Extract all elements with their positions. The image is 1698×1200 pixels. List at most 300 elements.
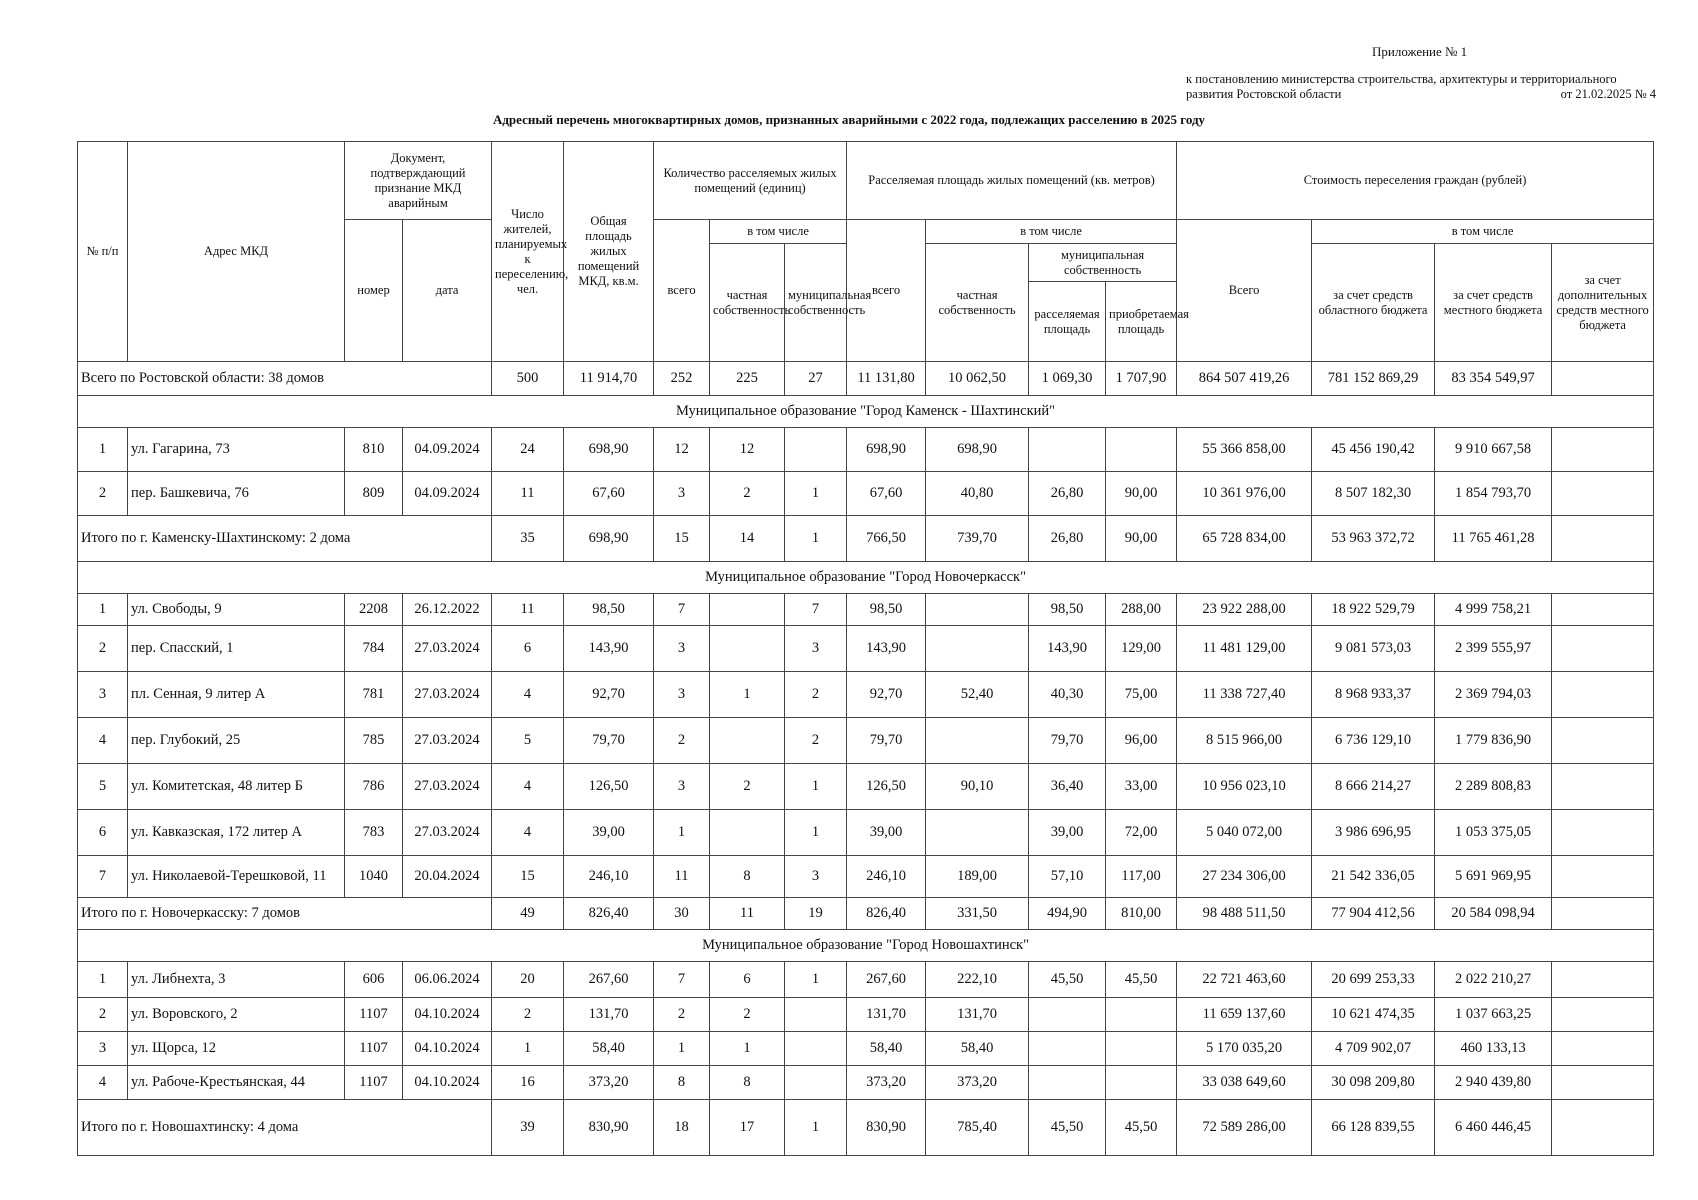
col-area: Расселяемая площадь жилых помещений (кв. метров) — [847, 142, 1177, 220]
cell-units-total: 3 — [654, 672, 710, 718]
cell-area-mun-res: 26,80 — [1029, 472, 1106, 516]
cell-area-private: 189,00 — [926, 856, 1029, 898]
cell-address: пер. Спасский, 1 — [128, 626, 345, 672]
col-units-total: всего — [654, 220, 710, 362]
cell-doc-number: 810 — [345, 428, 403, 472]
cell-cost-regional: 8 507 182,30 — [1312, 472, 1435, 516]
cell-area-mun-acq — [1106, 1066, 1177, 1100]
cell-num: 1 — [78, 962, 128, 998]
cell-address: ул. Свободы, 9 — [128, 594, 345, 626]
cell-units-municipal: 2 — [785, 718, 847, 764]
cell-area-private: 58,40 — [926, 1032, 1029, 1066]
cell-units-private: 2 — [710, 472, 785, 516]
cell-doc-date: 27.03.2024 — [403, 810, 492, 856]
cell-cost-local: 5 691 969,95 — [1435, 856, 1552, 898]
cell-area-mun-res: 40,30 — [1029, 672, 1106, 718]
cell-cost-local: 4 999 758,21 — [1435, 594, 1552, 626]
cell-area-private: 698,90 — [926, 428, 1029, 472]
cell-address: пл. Сенная, 9 литер А — [128, 672, 345, 718]
cell-units-private: 14 — [710, 516, 785, 562]
cell-units-total: 1 — [654, 1032, 710, 1066]
cell-area-private: 90,10 — [926, 764, 1029, 810]
table-row — [78, 626, 1654, 672]
cell-units-municipal: 19 — [785, 898, 847, 930]
table-row — [78, 998, 1654, 1032]
table-row — [78, 672, 1654, 718]
cell-num: 2 — [78, 998, 128, 1032]
cell-cost-total: 65 728 834,00 — [1177, 516, 1312, 562]
cell-doc-number: 1107 — [345, 1032, 403, 1066]
cell-residents: 20 — [492, 962, 564, 998]
cell-area-total: 267,60 — [847, 962, 926, 998]
cell-cost-regional: 45 456 190,42 — [1312, 428, 1435, 472]
decree-line-2 — [1186, 87, 1656, 102]
cell-units-municipal: 1 — [785, 764, 847, 810]
cell-units-private: 2 — [710, 998, 785, 1032]
cell-units-private: 1 — [710, 1032, 785, 1066]
col-cost-total: Всего — [1177, 220, 1312, 362]
cell-units-municipal — [785, 1066, 847, 1100]
cell-total-area: 67,60 — [564, 472, 654, 516]
cell-area-mun-res: 57,10 — [1029, 856, 1106, 898]
cell-area-total: 67,60 — [847, 472, 926, 516]
cell-residents: 35 — [492, 516, 564, 562]
cell-area-total: 131,70 — [847, 998, 926, 1032]
cell-area-mun-acq: 45,50 — [1106, 1100, 1177, 1156]
cell-units-municipal — [785, 1032, 847, 1066]
cell-residents: 6 — [492, 626, 564, 672]
col-area-total: всего — [847, 220, 926, 362]
cell-area-total: 143,90 — [847, 626, 926, 672]
table-row — [78, 810, 1654, 856]
cell-units-private: 1 — [710, 672, 785, 718]
cell-units-total: 12 — [654, 428, 710, 472]
cell-cost-extra — [1552, 1066, 1654, 1100]
cell-area-private — [926, 718, 1029, 764]
col-cost-extra: за счет дополнительных средств местного бюджета — [1552, 244, 1654, 362]
cell-cost-local: 2 289 808,83 — [1435, 764, 1552, 810]
cell-area-mun-acq: 72,00 — [1106, 810, 1177, 856]
cell-units-total: 3 — [654, 472, 710, 516]
cell-units-total: 18 — [654, 1100, 710, 1156]
cell-units-private: 225 — [710, 362, 785, 396]
municipality-title: Муниципальное образование "Город Новочеркасск" — [78, 562, 1654, 594]
col-total-area: Общая площадь жилых помещений МКД, кв.м. — [564, 142, 654, 362]
appendix-label: Приложение № 1 — [1372, 44, 1468, 59]
cell-area-private — [926, 810, 1029, 856]
cell-units-municipal: 1 — [785, 472, 847, 516]
cell-address: ул. Комитетская, 48 литер Б — [128, 764, 345, 810]
cell-area-mun-acq — [1106, 1032, 1177, 1066]
cell-area-private: 739,70 — [926, 516, 1029, 562]
cell-cost-extra — [1552, 626, 1654, 672]
cell-area-mun-acq: 810,00 — [1106, 898, 1177, 930]
decree-date: от 21.02.2025 № 4 — [1560, 87, 1656, 101]
col-units-private: частная собственность — [710, 244, 785, 362]
cell-doc-number: 809 — [345, 472, 403, 516]
cell-doc-number: 1040 — [345, 856, 403, 898]
cell-cost-regional: 53 963 372,72 — [1312, 516, 1435, 562]
table-body — [78, 362, 1654, 1156]
cell-num: 3 — [78, 1032, 128, 1066]
cell-cost-total: 5 040 072,00 — [1177, 810, 1312, 856]
cell-area-private: 40,80 — [926, 472, 1029, 516]
cell-cost-extra — [1552, 764, 1654, 810]
col-units-municipal: муниципальная собственность — [785, 244, 847, 362]
cell-cost-local: 1 053 375,05 — [1435, 810, 1552, 856]
cell-cost-total: 5 170 035,20 — [1177, 1032, 1312, 1066]
cell-area-total: 830,90 — [847, 1100, 926, 1156]
cell-residents: 4 — [492, 764, 564, 810]
cell-doc-date: 20.04.2024 — [403, 856, 492, 898]
cell-cost-regional: 30 098 209,80 — [1312, 1066, 1435, 1100]
cell-units-municipal: 27 — [785, 362, 847, 396]
cell-units-total: 2 — [654, 718, 710, 764]
cell-units-total: 252 — [654, 362, 710, 396]
table-header — [78, 142, 1654, 362]
decree-reference — [1186, 72, 1656, 102]
cell-cost-total: 864 507 419,26 — [1177, 362, 1312, 396]
cell-cost-local: 9 910 667,58 — [1435, 428, 1552, 472]
cell-doc-date: 26.12.2022 — [403, 594, 492, 626]
cell-cost-total: 11 659 137,60 — [1177, 998, 1312, 1032]
cell-cost-regional: 18 922 529,79 — [1312, 594, 1435, 626]
cell-cost-total: 33 038 649,60 — [1177, 1066, 1312, 1100]
cell-total-area: 830,90 — [564, 1100, 654, 1156]
table-row — [78, 764, 1654, 810]
cell-units-total: 15 — [654, 516, 710, 562]
cell-area-mun-res: 1 069,30 — [1029, 362, 1106, 396]
cell-area-total: 58,40 — [847, 1032, 926, 1066]
cell-area-mun-acq: 117,00 — [1106, 856, 1177, 898]
cell-cost-extra — [1552, 998, 1654, 1032]
cell-units-private: 17 — [710, 1100, 785, 1156]
table-row — [78, 1032, 1654, 1066]
cell-units-private — [710, 810, 785, 856]
cell-address: ул. Рабоче-Крестьянская, 44 — [128, 1066, 345, 1100]
table-row — [78, 594, 1654, 626]
cell-cost-regional: 9 081 573,03 — [1312, 626, 1435, 672]
col-units-incl: в том числе — [710, 220, 847, 244]
col-cost-regional: за счет средств областного бюджета — [1312, 244, 1435, 362]
cell-num: 5 — [78, 764, 128, 810]
cell-cost-extra — [1552, 718, 1654, 764]
cell-cost-extra — [1552, 856, 1654, 898]
cell-num: 4 — [78, 718, 128, 764]
cell-cost-total: 55 366 858,00 — [1177, 428, 1312, 472]
cell-residents: 2 — [492, 998, 564, 1032]
col-num: № п/п — [78, 142, 128, 362]
cell-cost-regional: 21 542 336,05 — [1312, 856, 1435, 898]
cell-total-area: 79,70 — [564, 718, 654, 764]
cell-area-mun-res: 143,90 — [1029, 626, 1106, 672]
cell-cost-total: 23 922 288,00 — [1177, 594, 1312, 626]
municipality-title: Муниципальное образование "Город Каменск - Шахтинский" — [78, 396, 1654, 428]
table-row — [78, 962, 1654, 998]
cell-doc-number: 606 — [345, 962, 403, 998]
cell-doc-number: 786 — [345, 764, 403, 810]
municipality-header-row — [78, 396, 1654, 428]
col-area-private: частная собственность — [926, 244, 1029, 362]
cell-units-total: 8 — [654, 1066, 710, 1100]
subtotal-row — [78, 1100, 1654, 1156]
cell-residents: 500 — [492, 362, 564, 396]
cell-cost-local: 83 354 549,97 — [1435, 362, 1552, 396]
cell-cost-extra — [1552, 810, 1654, 856]
cell-area-mun-acq: 96,00 — [1106, 718, 1177, 764]
cell-area-total: 11 131,80 — [847, 362, 926, 396]
cell-area-mun-acq: 288,00 — [1106, 594, 1177, 626]
cell-total-area: 11 914,70 — [564, 362, 654, 396]
cell-units-total: 3 — [654, 626, 710, 672]
cell-area-private: 131,70 — [926, 998, 1029, 1032]
cell-cost-regional: 8 968 933,37 — [1312, 672, 1435, 718]
cell-units-private: 8 — [710, 856, 785, 898]
cell-cost-local: 460 133,13 — [1435, 1032, 1552, 1066]
subtotal-label: Итого по г. Новошахтинску: 4 дома — [78, 1100, 492, 1156]
cell-area-mun-acq: 90,00 — [1106, 472, 1177, 516]
cell-total-area: 58,40 — [564, 1032, 654, 1066]
cell-total-area: 267,60 — [564, 962, 654, 998]
cell-area-total: 92,70 — [847, 672, 926, 718]
col-residents: Число жителей, планируемых к переселению, чел. — [492, 142, 564, 362]
cell-area-mun-res: 26,80 — [1029, 516, 1106, 562]
col-area-mun-acquired: приобретаемая площадь — [1106, 282, 1177, 362]
cell-area-private: 331,50 — [926, 898, 1029, 930]
cell-residents: 1 — [492, 1032, 564, 1066]
cell-doc-date: 04.09.2024 — [403, 472, 492, 516]
cell-doc-number: 785 — [345, 718, 403, 764]
cell-units-municipal: 2 — [785, 672, 847, 718]
cell-total-area: 143,90 — [564, 626, 654, 672]
cell-units-total: 30 — [654, 898, 710, 930]
cell-units-municipal: 1 — [785, 516, 847, 562]
cell-cost-local: 2 369 794,03 — [1435, 672, 1552, 718]
cell-area-total: 98,50 — [847, 594, 926, 626]
cell-total-area: 92,70 — [564, 672, 654, 718]
cell-residents: 24 — [492, 428, 564, 472]
cell-area-mun-res: 45,50 — [1029, 1100, 1106, 1156]
col-cost-local: за счет средств местного бюджета — [1435, 244, 1552, 362]
cell-units-municipal — [785, 428, 847, 472]
cell-units-private — [710, 594, 785, 626]
cell-units-total: 11 — [654, 856, 710, 898]
municipality-title: Муниципальное образование "Город Новошахтинск" — [78, 930, 1654, 962]
col-doc-date: дата — [403, 220, 492, 362]
table-row — [78, 718, 1654, 764]
cell-cost-local: 2 399 555,97 — [1435, 626, 1552, 672]
table-row — [78, 1066, 1654, 1100]
cell-cost-extra — [1552, 672, 1654, 718]
cell-units-municipal: 1 — [785, 1100, 847, 1156]
cell-area-mun-res: 79,70 — [1029, 718, 1106, 764]
decree-authority: развития Ростовской области — [1186, 87, 1342, 101]
cell-doc-date: 04.10.2024 — [403, 998, 492, 1032]
cell-cost-local: 1 854 793,70 — [1435, 472, 1552, 516]
cell-units-municipal: 1 — [785, 810, 847, 856]
cell-num: 1 — [78, 428, 128, 472]
cell-area-mun-acq: 1 707,90 — [1106, 362, 1177, 396]
grand-total-row — [78, 362, 1654, 396]
cell-num: 2 — [78, 626, 128, 672]
cell-total-area: 826,40 — [564, 898, 654, 930]
cell-cost-total: 98 488 511,50 — [1177, 898, 1312, 930]
col-document: Документ, подтверждающий признание МКД аварийным — [345, 142, 492, 220]
cell-cost-total: 8 515 966,00 — [1177, 718, 1312, 764]
cell-residents: 11 — [492, 594, 564, 626]
cell-address: ул. Кавказская, 172 литер А — [128, 810, 345, 856]
decree-line-1: к постановлению министерства строительства, архитектуры и территориального — [1186, 72, 1617, 86]
cell-doc-date: 04.10.2024 — [403, 1066, 492, 1100]
cell-area-total: 826,40 — [847, 898, 926, 930]
cell-doc-date: 06.06.2024 — [403, 962, 492, 998]
cell-address: пер. Глубокий, 25 — [128, 718, 345, 764]
cell-doc-number: 1107 — [345, 1066, 403, 1100]
cell-area-total: 79,70 — [847, 718, 926, 764]
cell-total-area: 698,90 — [564, 516, 654, 562]
cell-cost-extra — [1552, 594, 1654, 626]
cell-address: ул. Щорса, 12 — [128, 1032, 345, 1066]
cell-area-total: 698,90 — [847, 428, 926, 472]
cell-area-mun-res — [1029, 1032, 1106, 1066]
cell-doc-date: 27.03.2024 — [403, 626, 492, 672]
cell-address: ул. Гагарина, 73 — [128, 428, 345, 472]
subtotal-row — [78, 898, 1654, 930]
cell-cost-regional: 20 699 253,33 — [1312, 962, 1435, 998]
cell-cost-regional: 77 904 412,56 — [1312, 898, 1435, 930]
cell-residents: 5 — [492, 718, 564, 764]
cell-area-private: 222,10 — [926, 962, 1029, 998]
cell-area-mun-res — [1029, 998, 1106, 1032]
cell-address: пер. Башкевича, 76 — [128, 472, 345, 516]
cell-area-mun-acq: 45,50 — [1106, 962, 1177, 998]
cell-residents: 39 — [492, 1100, 564, 1156]
cell-residents: 4 — [492, 672, 564, 718]
col-doc-number: номер — [345, 220, 403, 362]
cell-area-mun-acq — [1106, 998, 1177, 1032]
cell-units-municipal: 1 — [785, 962, 847, 998]
cell-units-total: 3 — [654, 764, 710, 810]
cell-area-total: 373,20 — [847, 1066, 926, 1100]
cell-cost-regional: 3 986 696,95 — [1312, 810, 1435, 856]
municipality-header-row — [78, 562, 1654, 594]
cell-cost-regional: 10 621 474,35 — [1312, 998, 1435, 1032]
cell-cost-extra — [1552, 898, 1654, 930]
cell-units-private — [710, 626, 785, 672]
cell-cost-local: 2 940 439,80 — [1435, 1066, 1552, 1100]
cell-total-area: 373,20 — [564, 1066, 654, 1100]
cell-area-total: 766,50 — [847, 516, 926, 562]
cell-address: ул. Воровского, 2 — [128, 998, 345, 1032]
cell-doc-number: 783 — [345, 810, 403, 856]
cell-address: ул. Николаевой-Терешковой, 11 — [128, 856, 345, 898]
cell-num: 6 — [78, 810, 128, 856]
cell-cost-total: 72 589 286,00 — [1177, 1100, 1312, 1156]
cell-cost-local: 1 037 663,25 — [1435, 998, 1552, 1032]
cell-units-municipal: 3 — [785, 856, 847, 898]
cell-area-private: 373,20 — [926, 1066, 1029, 1100]
cell-residents: 16 — [492, 1066, 564, 1100]
cell-units-municipal: 7 — [785, 594, 847, 626]
cell-total-area: 39,00 — [564, 810, 654, 856]
col-cost-incl: в том числе — [1312, 220, 1654, 244]
cell-cost-local: 2 022 210,27 — [1435, 962, 1552, 998]
table-row — [78, 472, 1654, 516]
cell-cost-regional: 4 709 902,07 — [1312, 1032, 1435, 1066]
cell-cost-regional: 8 666 214,27 — [1312, 764, 1435, 810]
cell-cost-total: 22 721 463,60 — [1177, 962, 1312, 998]
cell-units-private: 12 — [710, 428, 785, 472]
cell-doc-date: 04.10.2024 — [403, 1032, 492, 1066]
col-units: Количество расселяемых жилых помещений (единиц) — [654, 142, 847, 220]
table-row — [78, 428, 1654, 472]
cell-units-total: 2 — [654, 998, 710, 1032]
cell-total-area: 98,50 — [564, 594, 654, 626]
col-address: Адрес МКД — [128, 142, 345, 362]
cell-area-mun-res: 39,00 — [1029, 810, 1106, 856]
cell-total-area: 126,50 — [564, 764, 654, 810]
subtotal-row — [78, 516, 1654, 562]
housing-register-table — [77, 141, 1654, 1156]
cell-num: 1 — [78, 594, 128, 626]
cell-area-mun-acq: 129,00 — [1106, 626, 1177, 672]
cell-area-mun-res: 494,90 — [1029, 898, 1106, 930]
cell-cost-extra — [1552, 362, 1654, 396]
cell-area-mun-acq — [1106, 428, 1177, 472]
cell-doc-date: 27.03.2024 — [403, 764, 492, 810]
cell-cost-extra — [1552, 1032, 1654, 1066]
cell-area-total: 39,00 — [847, 810, 926, 856]
municipality-header-row — [78, 930, 1654, 962]
cell-area-private: 52,40 — [926, 672, 1029, 718]
cell-area-total: 246,10 — [847, 856, 926, 898]
cell-residents: 15 — [492, 856, 564, 898]
cell-units-total: 1 — [654, 810, 710, 856]
cell-area-private: 10 062,50 — [926, 362, 1029, 396]
col-cost: Стоимость переселения граждан (рублей) — [1177, 142, 1654, 220]
cell-area-private — [926, 626, 1029, 672]
cell-units-private: 6 — [710, 962, 785, 998]
cell-cost-regional: 6 736 129,10 — [1312, 718, 1435, 764]
cell-doc-number: 781 — [345, 672, 403, 718]
cell-cost-total: 11 481 129,00 — [1177, 626, 1312, 672]
cell-cost-local: 1 779 836,90 — [1435, 718, 1552, 764]
cell-area-mun-res — [1029, 428, 1106, 472]
cell-cost-total: 10 361 976,00 — [1177, 472, 1312, 516]
cell-doc-date: 04.09.2024 — [403, 428, 492, 472]
cell-units-total: 7 — [654, 962, 710, 998]
cell-doc-number: 2208 — [345, 594, 403, 626]
col-area-incl: в том числе — [926, 220, 1177, 244]
subtotal-label: Итого по г. Новочеркасску: 7 домов — [78, 898, 492, 930]
cell-area-private — [926, 594, 1029, 626]
cell-units-private: 2 — [710, 764, 785, 810]
cell-residents: 49 — [492, 898, 564, 930]
cell-units-municipal — [785, 998, 847, 1032]
subtotal-label: Итого по г. Каменску-Шахтинскому: 2 дома — [78, 516, 492, 562]
cell-num: 2 — [78, 472, 128, 516]
cell-doc-number: 1107 — [345, 998, 403, 1032]
cell-area-mun-res: 98,50 — [1029, 594, 1106, 626]
cell-units-municipal: 3 — [785, 626, 847, 672]
cell-area-private: 785,40 — [926, 1100, 1029, 1156]
cell-area-mun-acq: 90,00 — [1106, 516, 1177, 562]
col-area-municipal: муниципальная собственность — [1029, 244, 1177, 282]
cell-area-mun-acq: 33,00 — [1106, 764, 1177, 810]
cell-cost-local: 6 460 446,45 — [1435, 1100, 1552, 1156]
cell-cost-extra — [1552, 428, 1654, 472]
cell-units-total: 7 — [654, 594, 710, 626]
